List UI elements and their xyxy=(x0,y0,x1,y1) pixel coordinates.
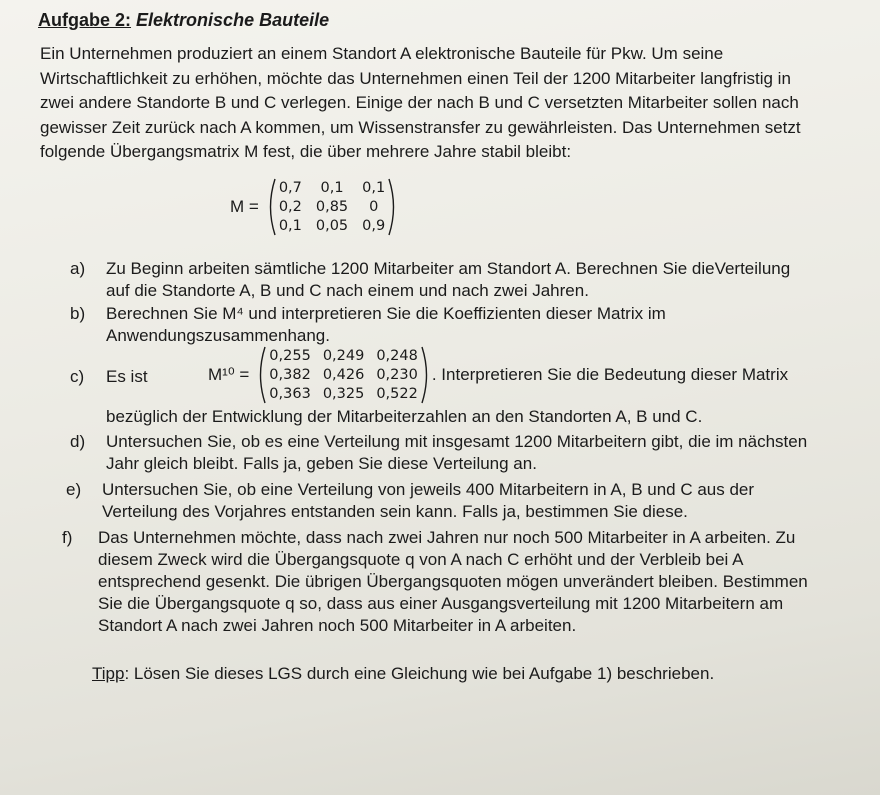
matrix-cell: 0,1 xyxy=(278,217,302,234)
intro-line: Wirtschaftlichkeit zu erhöhen, möchte das Unternehmen einen Teil der 1200 Mitarbeiter langfristig in xyxy=(40,68,791,88)
task-f-label: f) xyxy=(62,528,73,547)
intro-line: zwei andere Standorte B und C verlegen. Einige der nach B und C versetzten Mitarbeiter sollen nach xyxy=(40,93,799,112)
tipp-label: Tipp xyxy=(92,664,125,683)
matrix-cell: 0,2 xyxy=(278,198,302,215)
task-number: Aufgabe 2: xyxy=(38,10,132,30)
matrix-cell: 0,426 xyxy=(322,366,365,383)
intro-line: Ein Unternehmen produziert an einem Standort A elektronische Bauteile für Pkw. Um seine xyxy=(40,44,724,63)
matrix-cell: 0,1 xyxy=(320,179,344,196)
matrix-m-entries xyxy=(277,179,387,236)
tipp-note xyxy=(92,664,714,684)
task-e-label: e) xyxy=(66,480,82,499)
matrix-m-label: M = xyxy=(230,197,259,216)
task-f-line: entsprechend gesenkt. Die übrigen Übergangsquoten mögen unverändert bleiben. Bestimmen xyxy=(98,572,808,591)
task-f xyxy=(62,527,877,643)
matrix-cell: 0,255 xyxy=(269,347,311,364)
matrix-cell: 0,248 xyxy=(376,347,418,364)
task-c-line: bezüglich der Entwicklung der Mitarbeiterzahlen an den Standorten A, B und C. xyxy=(106,407,703,426)
matrix-cell: 0,7 xyxy=(278,179,302,196)
right-parenthesis xyxy=(420,346,432,404)
left-parenthesis xyxy=(265,178,277,236)
matrix-m10-entries xyxy=(267,347,420,404)
task-a-line: Zu Beginn arbeiten sämtliche 1200 Mitarbeiter am Standort A. Berechnen Sie dieVerteilung xyxy=(106,259,791,278)
matrix-cell: 0,9 xyxy=(362,217,386,234)
matrix-cell: 0,1 xyxy=(362,179,386,196)
matrix-cell: 0 xyxy=(369,198,379,215)
task-c-prefix: Es ist xyxy=(106,367,148,386)
task-e-line: Untersuchen Sie, ob eine Verteilung von jeweils 400 Mitarbeitern in A, B und C aus der xyxy=(102,480,755,499)
matrix-cell: 0,522 xyxy=(376,385,418,402)
task-f-line: Das Unternehmen möchte, dass nach zwei Jahren nur noch 500 Mitarbeiter in A arbeiten. Zu xyxy=(98,528,796,547)
intro-paragraph xyxy=(40,42,870,165)
matrix-cell: 0,249 xyxy=(322,347,365,364)
task-a xyxy=(70,258,870,304)
matrix-m10 xyxy=(208,346,788,404)
task-d-label: d) xyxy=(70,432,86,451)
matrix-cell: 0,363 xyxy=(269,385,311,402)
task-d-line: Jahr gleich bleibt. Falls ja, geben Sie diese Verteilung an. xyxy=(106,454,537,473)
tipp-text: : Lösen Sie dieses LGS durch eine Gleichung wie bei Aufgabe 1) beschrieben. xyxy=(124,664,715,683)
task-b-line: Berechnen Sie M⁴ und interpretieren Sie die Koeffizienten dieser Matrix im xyxy=(106,304,666,323)
task-b xyxy=(70,303,870,349)
matrix-cell: 0,230 xyxy=(376,366,418,383)
task-c-continuation xyxy=(106,406,866,428)
task-title xyxy=(38,10,329,31)
right-parenthesis xyxy=(387,178,399,236)
left-parenthesis xyxy=(255,346,267,404)
task-a-line: auf die Standorte A, B und C nach einem und nach zwei Jahren. xyxy=(106,281,589,300)
task-f-line: Standort A nach zwei Jahren noch 500 Mitarbeiter in A arbeiten. xyxy=(98,616,577,635)
task-f-line: Sie die Übergangsquote q so, dass aus einer Ausgangsverteilung mit 1200 Mitarbeitern am xyxy=(98,594,784,613)
task-c-label: c) xyxy=(70,367,85,386)
task-e xyxy=(66,479,866,525)
task-b-line: Anwendungszusammenhang. xyxy=(106,326,330,345)
matrix-m10-label: M¹⁰ = xyxy=(208,365,250,384)
intro-line: gewisser Zeit zurück nach A kommen, um Wissenstransfer zu gewährleisten. Das Unternehmen setzt xyxy=(40,117,801,137)
task-f-line: diesem Zweck wird die Übergangsquote q von A nach C erhöht und der Verbleib bei A xyxy=(98,550,744,569)
task-a-label: a) xyxy=(70,259,86,278)
matrix-cell: 0,325 xyxy=(322,385,365,402)
task-d xyxy=(70,431,875,477)
task-d-line: Untersuchen Sie, ob es eine Verteilung mit insgesamt 1200 Mitarbeitern gibt, die im nächsten xyxy=(106,432,808,451)
task-c-after-matrix: . Interpretieren Sie die Bedeutung dieser Matrix xyxy=(431,365,789,384)
task-e-line: Verteilung des Vorjahres entstanden sein kann. Falls ja, bestimmen Sie diese. xyxy=(102,502,688,521)
matrix-cell: 0,05 xyxy=(315,217,349,234)
task-name: Elektronische Bauteile xyxy=(136,10,330,30)
matrix-cell: 0,85 xyxy=(315,198,349,215)
matrix-m xyxy=(230,178,399,236)
task-b-label: b) xyxy=(70,304,86,323)
intro-line: folgende Übergangsmatrix M fest, die über mehrere Jahre stabil bleibt: xyxy=(40,142,572,161)
matrix-cell: 0,382 xyxy=(269,366,311,383)
